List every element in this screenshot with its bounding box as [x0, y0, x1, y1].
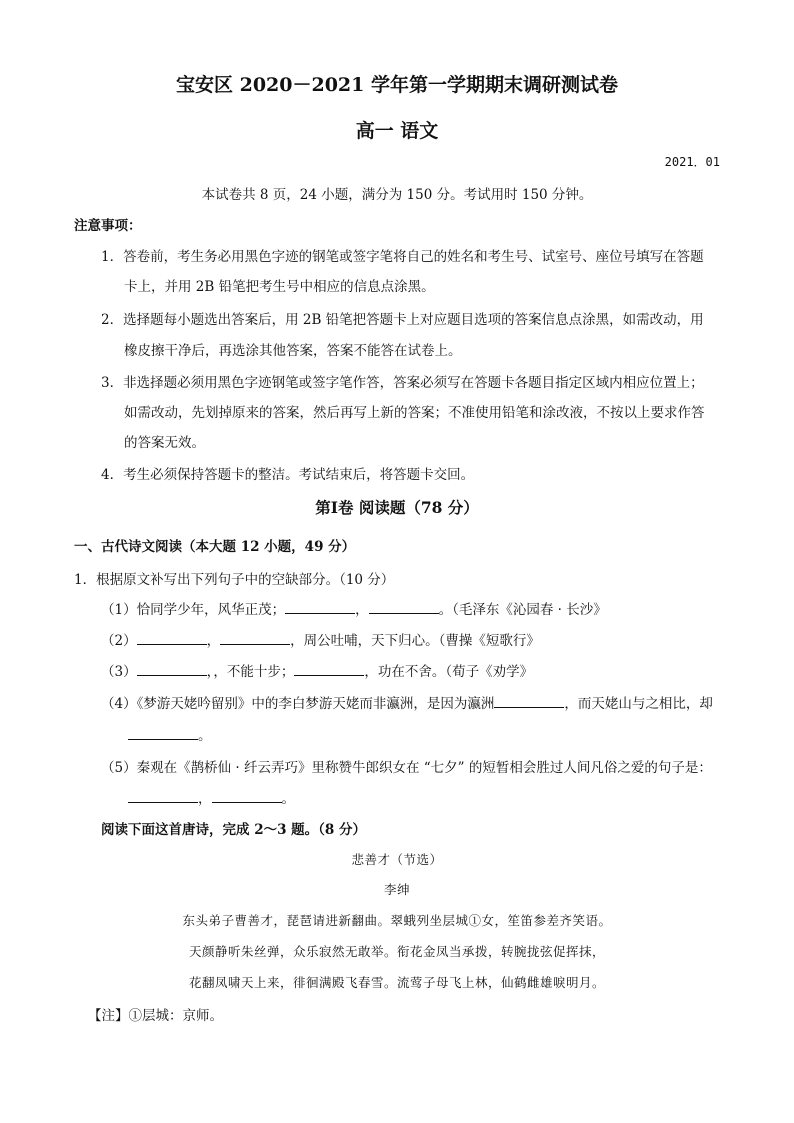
text-segment: （4）《梦游天姥吟留别》中的李白梦游天姥而非瀛洲，是因为瀛洲 — [101, 696, 495, 712]
note-line: 1．答卷前，考生务必用黑色字迹的钢笔或签字笔将自己的姓名和考生号、试室号、座位号填写在答题 — [101, 249, 704, 265]
answer-blank[interactable] — [128, 725, 198, 740]
text-segment: ， — [198, 791, 212, 807]
answer-blank[interactable] — [369, 599, 439, 614]
note-line: 橡皮擦干净后，再选涂其他答案，答案不能答在试卷上。 — [124, 343, 462, 359]
text-segment: （3） — [101, 664, 137, 680]
note-line: 2．选择题每小题选出答案后，用 2B 铅笔把答题卡上对应题目选项的答案信息点涂黑，如需改动，用 — [101, 312, 704, 328]
text-segment: （2） — [101, 633, 137, 649]
text-segment: 。 — [198, 728, 212, 744]
answer-blank[interactable] — [294, 661, 364, 676]
q1-sentence-1 — [101, 598, 607, 618]
text-segment: 。 — [281, 791, 295, 807]
answer-blank[interactable] — [285, 599, 355, 614]
text-segment: （1）恰同学少年，风华正茂； — [101, 602, 286, 618]
text-segment: ，，不能十步； — [206, 664, 295, 680]
note-line: 如需改动，先划掉原来的答案，然后再写上新的答案；不准使用铅笔和涂改液，不按以上要求作答 — [124, 405, 705, 421]
part1-heading: 第Ⅰ卷 阅读题（78 分） — [315, 498, 479, 517]
q1-sentence-5-cont — [128, 787, 295, 807]
exam-date: 2021．01 — [664, 155, 720, 169]
notes-heading: 注意事项： — [74, 218, 142, 234]
text-segment: 。（毛泽东《沁园春 · 长沙》 — [438, 602, 607, 618]
note-line: 3．非选择题必须用黑色字迹钢笔或签字笔作答，答案必须写在答题卡各题目指定区域内相应位置上； — [101, 375, 704, 391]
answer-blank[interactable] — [220, 630, 290, 645]
poem-line: 东头弟子曹善才，琵琶请进新翻曲。翠蛾列坐层城①女，笙笛参差齐笑语。 — [182, 913, 612, 928]
text-segment: ，而天姥山与之相比，却 — [564, 696, 713, 712]
poem-intro: 阅读下面这首唐诗，完成 2～3 题。（8 分） — [101, 822, 367, 838]
answer-blank[interactable] — [494, 693, 564, 708]
note-line: 卡上，并用 2B 铅笔把考生号中相应的信息点涂黑。 — [124, 279, 435, 295]
poem-title: 悲善才（节选） — [351, 852, 443, 867]
poem-author: 李绅 — [383, 882, 410, 897]
q1-sentence-5 — [101, 756, 712, 776]
text-segment: ， — [206, 633, 221, 649]
note-line: 的答案无效。 — [124, 435, 205, 451]
q1-sentence-3 — [101, 660, 533, 680]
poem-line: 天颜静听朱丝弹，众乐寂然无敢举。衔花金凤当承拨，转腕拢弦促挥抹， — [188, 944, 605, 959]
question-1-stem: 1．根据原文补写出下列句子中的空缺部分。（10 分） — [74, 572, 395, 588]
exam-intro: 本试卷共 8 页，24 小题，满分为 150 分。考试用时 150 分钟。 — [201, 187, 593, 203]
answer-blank[interactable] — [137, 630, 207, 645]
text-segment: ，周公吐哺，天下归心。（曹操《短歌行》 — [290, 633, 540, 649]
q1-sentence-4 — [101, 692, 713, 712]
poem-note: 【注】①层城：京师。 — [88, 1008, 223, 1024]
q1-sentence-4-cont — [128, 724, 212, 744]
note-line: 4．考生必须保持答题卡的整洁。考试结束后，将答题卡交回。 — [101, 467, 475, 483]
exam-title: 宝安区 2020－2021 学年第一学期期末调研测试卷 — [176, 74, 618, 96]
text-segment: ，功在不舍。（荀子《劝学》 — [364, 664, 534, 680]
poem-line: 花翻凤啸天上来，徘徊满殿飞春雪。流莺子母飞上林，仙鹤雌雄唳明月。 — [188, 975, 605, 990]
q1-sentence-2 — [101, 629, 540, 649]
text-segment: ， — [355, 602, 369, 618]
answer-blank[interactable] — [128, 788, 198, 803]
answer-blank[interactable] — [137, 661, 207, 676]
exam-subtitle: 高一 语文 — [355, 120, 439, 142]
section1-heading: 一、古代诗文阅读（本大题 12 小题，49 分） — [74, 539, 356, 555]
text-segment: （5）秦观在《鹊桥仙 · 纤云弄巧》里称赞牛郎织女在 “七夕” 的短暂相会胜过人间凡俗之爱的句子是： — [101, 760, 712, 776]
answer-blank[interactable] — [212, 788, 282, 803]
